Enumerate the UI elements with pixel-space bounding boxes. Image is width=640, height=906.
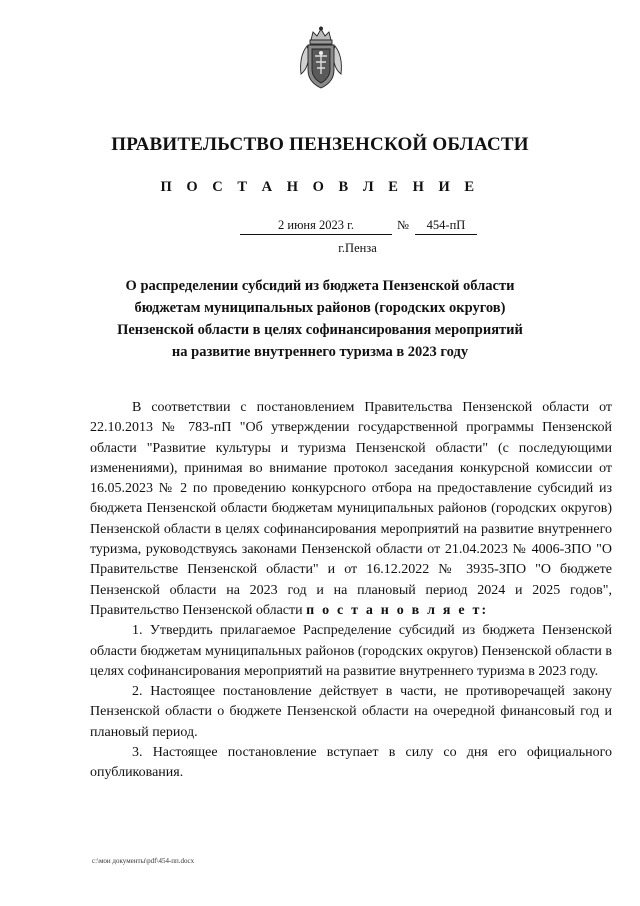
number-sign: № [397,218,409,232]
document-type: П О С Т А Н О В Л Е Н И Е [160,179,480,195]
coat-of-arms-icon [297,26,345,97]
list-item: 3. Настоящее постановление вступает в силу со дня его официального опубликования. [90,745,612,781]
title-line: О распределении субсидий из бюджета Пензенской области [125,278,515,294]
title-line: бюджетам муниципальных районов (городских округов) [134,300,506,316]
decree-word: п о с т а н о в л я е т: [306,602,489,618]
file-path: c:\мои документы\pdf\454-пп.docx [92,857,195,865]
list-item: 2. Настоящее постановление действует в части, не противоречащей закону Пензенской области о бюджете Пензенской области на очередной финансовый год и плановый период. [90,684,612,740]
document-number: 454-пП [415,218,477,235]
document-title [90,275,550,363]
document-city: г.Пенза [338,241,377,255]
government-name: ПРАВИТЕЛЬСТВО ПЕНЗЕНСКОЙ ОБЛАСТИ [111,134,529,155]
list-item: 1. Утвердить прилагаемое Распределение субсидий из бюджета Пензенской области бюджетам муниципальных районов (городских округов) Пензенской области в целях софинансирования мероприятий на развитие внутреннего туризма в 2023 году. [90,623,612,679]
document-date: 2 июня 2023 г. [240,218,392,235]
document-body [90,398,612,784]
title-line: Пензенской области в целях софинансирования мероприятий [117,322,523,338]
preamble-text: В соответствии с постановлением Правительства Пензенской области от 22.10.2013 № 783-пП "Об утверждении государственной программы Пензенской области "Развитие культуры и туризма Пензенской области" (с последующими изменениями), принимая во внимание протокол заседания конкурсной комиссии от 16.05.2023 № 2 по проведению конкурсного отбора на предоставление субсидий из бюджета Пензенской области бюджетам муниципальных районов (городских округов) Пензенской области в целях софинансирования мероприятий на развитие внутреннего туризма, руководствуясь законами Пензенской области от 21.04.2023 № 4006-ЗПО "О Правительстве Пензенской области" и от 16.12.2022 № 3935-ЗПО "О бюджете Пензенской области на 2023 год и на плановый период 2024 и 2025 годов", Правительство Пензенской области [90,400,612,618]
preamble-paragraph [90,398,612,621]
title-line: на развитие внутреннего туризма в 2023 году [171,344,469,360]
